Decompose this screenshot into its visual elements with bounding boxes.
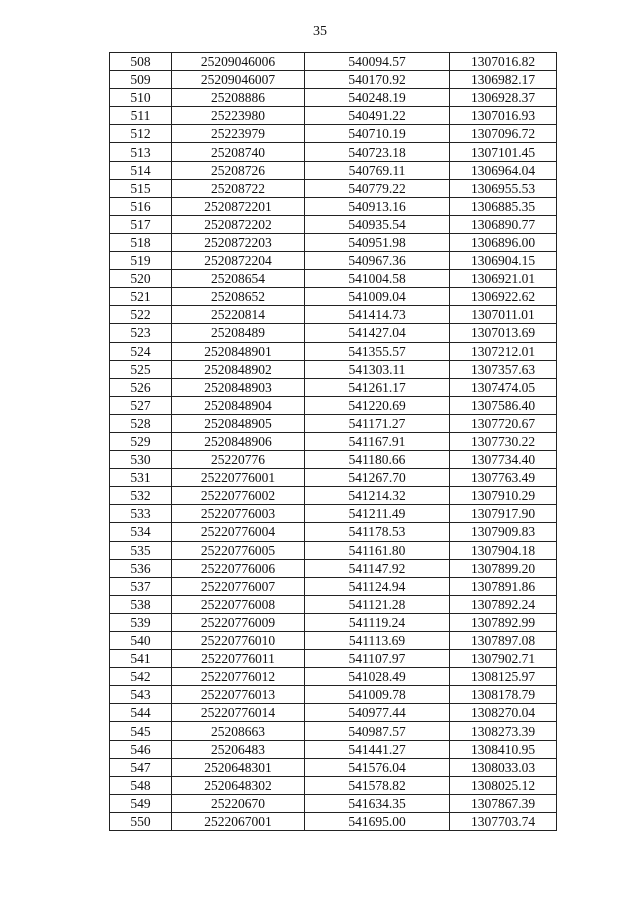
x-coordinate-cell: 541171.27 xyxy=(305,414,450,432)
x-coordinate-cell: 541634.35 xyxy=(305,794,450,812)
x-coordinate-cell: 540987.57 xyxy=(305,722,450,740)
point-id-cell: 2520848904 xyxy=(172,396,305,414)
point-id-cell: 25220776004 xyxy=(172,523,305,541)
row-number-cell: 549 xyxy=(110,794,172,812)
table-row xyxy=(110,451,557,469)
row-number-cell: 542 xyxy=(110,668,172,686)
table-row xyxy=(110,125,557,143)
row-number-cell: 538 xyxy=(110,595,172,613)
y-coordinate-cell: 1307101.45 xyxy=(450,143,557,161)
point-id-cell: 25208654 xyxy=(172,270,305,288)
point-id-cell: 25208652 xyxy=(172,288,305,306)
x-coordinate-cell: 541009.78 xyxy=(305,686,450,704)
table-row xyxy=(110,89,557,107)
point-id-cell: 25220814 xyxy=(172,306,305,324)
point-id-cell: 25220776014 xyxy=(172,704,305,722)
point-id-cell: 25220776001 xyxy=(172,469,305,487)
table-row xyxy=(110,668,557,686)
x-coordinate-cell: 540977.44 xyxy=(305,704,450,722)
page-number: 35 xyxy=(313,24,327,39)
point-id-cell: 25208722 xyxy=(172,179,305,197)
row-number-cell: 530 xyxy=(110,451,172,469)
y-coordinate-cell: 1307867.39 xyxy=(450,794,557,812)
table-row xyxy=(110,270,557,288)
table-row xyxy=(110,288,557,306)
point-id-cell: 25223980 xyxy=(172,107,305,125)
row-number-cell: 528 xyxy=(110,414,172,432)
row-number-cell: 548 xyxy=(110,776,172,794)
point-id-cell: 25220776011 xyxy=(172,650,305,668)
y-coordinate-cell: 1307899.20 xyxy=(450,559,557,577)
point-id-cell: 25220670 xyxy=(172,794,305,812)
table-row xyxy=(110,758,557,776)
table-row xyxy=(110,233,557,251)
point-id-cell: 25208726 xyxy=(172,161,305,179)
x-coordinate-cell: 541121.28 xyxy=(305,595,450,613)
table-row xyxy=(110,378,557,396)
point-id-cell: 2520848902 xyxy=(172,360,305,378)
x-coordinate-cell: 541303.11 xyxy=(305,360,450,378)
point-id-cell: 25220776008 xyxy=(172,595,305,613)
y-coordinate-cell: 1308273.39 xyxy=(450,722,557,740)
table-row xyxy=(110,432,557,450)
row-number-cell: 524 xyxy=(110,342,172,360)
point-id-cell: 2520848901 xyxy=(172,342,305,360)
point-id-cell: 25220776009 xyxy=(172,613,305,631)
point-id-cell: 2520848905 xyxy=(172,414,305,432)
x-coordinate-cell: 541427.04 xyxy=(305,324,450,342)
y-coordinate-cell: 1306896.00 xyxy=(450,233,557,251)
table-row xyxy=(110,342,557,360)
x-coordinate-cell: 540094.57 xyxy=(305,53,450,71)
x-coordinate-cell: 541578.82 xyxy=(305,776,450,794)
y-coordinate-cell: 1306982.17 xyxy=(450,71,557,89)
x-coordinate-cell: 541267.70 xyxy=(305,469,450,487)
x-coordinate-cell: 541124.94 xyxy=(305,577,450,595)
table-row xyxy=(110,812,557,830)
x-coordinate-cell: 540248.19 xyxy=(305,89,450,107)
point-id-cell: 25220776010 xyxy=(172,632,305,650)
table-row xyxy=(110,143,557,161)
row-number-cell: 518 xyxy=(110,233,172,251)
y-coordinate-cell: 1306921.01 xyxy=(450,270,557,288)
x-coordinate-cell: 541119.24 xyxy=(305,613,450,631)
x-coordinate-cell: 541180.66 xyxy=(305,451,450,469)
y-coordinate-cell: 1307013.69 xyxy=(450,324,557,342)
x-coordinate-cell: 541211.49 xyxy=(305,505,450,523)
row-number-cell: 523 xyxy=(110,324,172,342)
point-id-cell: 25220776007 xyxy=(172,577,305,595)
table-row xyxy=(110,324,557,342)
point-id-cell: 25209046006 xyxy=(172,53,305,71)
y-coordinate-cell: 1308033.03 xyxy=(450,758,557,776)
row-number-cell: 511 xyxy=(110,107,172,125)
table-row xyxy=(110,396,557,414)
point-id-cell: 25223979 xyxy=(172,125,305,143)
row-number-cell: 517 xyxy=(110,215,172,233)
point-id-cell: 2520648301 xyxy=(172,758,305,776)
row-number-cell: 509 xyxy=(110,71,172,89)
x-coordinate-cell: 540170.92 xyxy=(305,71,450,89)
row-number-cell: 546 xyxy=(110,740,172,758)
table-row xyxy=(110,107,557,125)
row-number-cell: 513 xyxy=(110,143,172,161)
y-coordinate-cell: 1307016.82 xyxy=(450,53,557,71)
x-coordinate-cell: 540491.22 xyxy=(305,107,450,125)
table-row xyxy=(110,740,557,758)
table-row xyxy=(110,722,557,740)
point-id-cell: 25220776012 xyxy=(172,668,305,686)
row-number-cell: 544 xyxy=(110,704,172,722)
y-coordinate-cell: 1307474.05 xyxy=(450,378,557,396)
coordinates-table xyxy=(109,52,557,831)
row-number-cell: 525 xyxy=(110,360,172,378)
y-coordinate-cell: 1307763.49 xyxy=(450,469,557,487)
table-row xyxy=(110,613,557,631)
table-row xyxy=(110,541,557,559)
y-coordinate-cell: 1306928.37 xyxy=(450,89,557,107)
table-row xyxy=(110,53,557,71)
row-number-cell: 537 xyxy=(110,577,172,595)
y-coordinate-cell: 1307703.74 xyxy=(450,812,557,830)
point-id-cell: 2520872203 xyxy=(172,233,305,251)
y-coordinate-cell: 1306890.77 xyxy=(450,215,557,233)
y-coordinate-cell: 1307892.24 xyxy=(450,595,557,613)
x-coordinate-cell: 540967.36 xyxy=(305,252,450,270)
table-row xyxy=(110,559,557,577)
x-coordinate-cell: 541009.04 xyxy=(305,288,450,306)
y-coordinate-cell: 1307902.71 xyxy=(450,650,557,668)
y-coordinate-cell: 1308125.97 xyxy=(450,668,557,686)
point-id-cell: 25220776 xyxy=(172,451,305,469)
x-coordinate-cell: 541178.53 xyxy=(305,523,450,541)
x-coordinate-cell: 540710.19 xyxy=(305,125,450,143)
point-id-cell: 2520848906 xyxy=(172,432,305,450)
y-coordinate-cell: 1307892.99 xyxy=(450,613,557,631)
point-id-cell: 25208663 xyxy=(172,722,305,740)
y-coordinate-cell: 1307897.08 xyxy=(450,632,557,650)
row-number-cell: 543 xyxy=(110,686,172,704)
point-id-cell: 2520872204 xyxy=(172,252,305,270)
table-row xyxy=(110,161,557,179)
x-coordinate-cell: 540769.11 xyxy=(305,161,450,179)
row-number-cell: 522 xyxy=(110,306,172,324)
row-number-cell: 521 xyxy=(110,288,172,306)
point-id-cell: 25220776002 xyxy=(172,487,305,505)
point-id-cell: 25209046007 xyxy=(172,71,305,89)
table-row xyxy=(110,794,557,812)
row-number-cell: 527 xyxy=(110,396,172,414)
y-coordinate-cell: 1307212.01 xyxy=(450,342,557,360)
row-number-cell: 520 xyxy=(110,270,172,288)
row-number-cell: 529 xyxy=(110,432,172,450)
y-coordinate-cell: 1306955.53 xyxy=(450,179,557,197)
x-coordinate-cell: 541695.00 xyxy=(305,812,450,830)
row-number-cell: 512 xyxy=(110,125,172,143)
y-coordinate-cell: 1307910.29 xyxy=(450,487,557,505)
y-coordinate-cell: 1306964.04 xyxy=(450,161,557,179)
y-coordinate-cell: 1307909.83 xyxy=(450,523,557,541)
point-id-cell: 2520648302 xyxy=(172,776,305,794)
row-number-cell: 547 xyxy=(110,758,172,776)
x-coordinate-cell: 541414.73 xyxy=(305,306,450,324)
y-coordinate-cell: 1307720.67 xyxy=(450,414,557,432)
point-id-cell: 25220776013 xyxy=(172,686,305,704)
row-number-cell: 514 xyxy=(110,161,172,179)
row-number-cell: 516 xyxy=(110,197,172,215)
row-number-cell: 534 xyxy=(110,523,172,541)
point-id-cell: 2522067001 xyxy=(172,812,305,830)
y-coordinate-cell: 1307891.86 xyxy=(450,577,557,595)
point-id-cell: 25206483 xyxy=(172,740,305,758)
row-number-cell: 540 xyxy=(110,632,172,650)
coordinates-table-body xyxy=(110,53,557,831)
table-row xyxy=(110,632,557,650)
y-coordinate-cell: 1308270.04 xyxy=(450,704,557,722)
x-coordinate-cell: 541167.91 xyxy=(305,432,450,450)
row-number-cell: 508 xyxy=(110,53,172,71)
x-coordinate-cell: 541107.97 xyxy=(305,650,450,668)
row-number-cell: 510 xyxy=(110,89,172,107)
x-coordinate-cell: 541004.58 xyxy=(305,270,450,288)
row-number-cell: 515 xyxy=(110,179,172,197)
y-coordinate-cell: 1308410.95 xyxy=(450,740,557,758)
row-number-cell: 535 xyxy=(110,541,172,559)
row-number-cell: 531 xyxy=(110,469,172,487)
table-row xyxy=(110,469,557,487)
y-coordinate-cell: 1306904.15 xyxy=(450,252,557,270)
x-coordinate-cell: 541028.49 xyxy=(305,668,450,686)
x-coordinate-cell: 541220.69 xyxy=(305,396,450,414)
point-id-cell: 25220776003 xyxy=(172,505,305,523)
y-coordinate-cell: 1307904.18 xyxy=(450,541,557,559)
table-row xyxy=(110,71,557,89)
row-number-cell: 526 xyxy=(110,378,172,396)
x-coordinate-cell: 541147.92 xyxy=(305,559,450,577)
x-coordinate-cell: 541214.32 xyxy=(305,487,450,505)
table-row xyxy=(110,487,557,505)
y-coordinate-cell: 1307096.72 xyxy=(450,125,557,143)
y-coordinate-cell: 1307917.90 xyxy=(450,505,557,523)
table-row xyxy=(110,577,557,595)
y-coordinate-cell: 1307016.93 xyxy=(450,107,557,125)
y-coordinate-cell: 1307730.22 xyxy=(450,432,557,450)
x-coordinate-cell: 541576.04 xyxy=(305,758,450,776)
x-coordinate-cell: 540779.22 xyxy=(305,179,450,197)
table-row xyxy=(110,414,557,432)
table-row xyxy=(110,360,557,378)
x-coordinate-cell: 540951.98 xyxy=(305,233,450,251)
row-number-cell: 539 xyxy=(110,613,172,631)
y-coordinate-cell: 1307357.63 xyxy=(450,360,557,378)
table-row xyxy=(110,306,557,324)
x-coordinate-cell: 540913.16 xyxy=(305,197,450,215)
table-row xyxy=(110,704,557,722)
y-coordinate-cell: 1308025.12 xyxy=(450,776,557,794)
x-coordinate-cell: 541441.27 xyxy=(305,740,450,758)
x-coordinate-cell: 541161.80 xyxy=(305,541,450,559)
y-coordinate-cell: 1306885.35 xyxy=(450,197,557,215)
y-coordinate-cell: 1306922.62 xyxy=(450,288,557,306)
table-row xyxy=(110,179,557,197)
table-row xyxy=(110,776,557,794)
x-coordinate-cell: 541261.17 xyxy=(305,378,450,396)
y-coordinate-cell: 1307734.40 xyxy=(450,451,557,469)
point-id-cell: 25208740 xyxy=(172,143,305,161)
table-row xyxy=(110,505,557,523)
point-id-cell: 25220776005 xyxy=(172,541,305,559)
row-number-cell: 545 xyxy=(110,722,172,740)
table-row xyxy=(110,686,557,704)
row-number-cell: 532 xyxy=(110,487,172,505)
x-coordinate-cell: 541113.69 xyxy=(305,632,450,650)
row-number-cell: 541 xyxy=(110,650,172,668)
point-id-cell: 25208886 xyxy=(172,89,305,107)
point-id-cell: 25220776006 xyxy=(172,559,305,577)
table-row xyxy=(110,650,557,668)
table-row xyxy=(110,595,557,613)
table-row xyxy=(110,523,557,541)
x-coordinate-cell: 540935.54 xyxy=(305,215,450,233)
point-id-cell: 2520872201 xyxy=(172,197,305,215)
row-number-cell: 519 xyxy=(110,252,172,270)
y-coordinate-cell: 1307011.01 xyxy=(450,306,557,324)
table-row xyxy=(110,197,557,215)
x-coordinate-cell: 541355.57 xyxy=(305,342,450,360)
point-id-cell: 2520872202 xyxy=(172,215,305,233)
y-coordinate-cell: 1307586.40 xyxy=(450,396,557,414)
x-coordinate-cell: 540723.18 xyxy=(305,143,450,161)
table-row xyxy=(110,252,557,270)
point-id-cell: 25208489 xyxy=(172,324,305,342)
row-number-cell: 550 xyxy=(110,812,172,830)
point-id-cell: 2520848903 xyxy=(172,378,305,396)
row-number-cell: 533 xyxy=(110,505,172,523)
row-number-cell: 536 xyxy=(110,559,172,577)
table-row xyxy=(110,215,557,233)
y-coordinate-cell: 1308178.79 xyxy=(450,686,557,704)
